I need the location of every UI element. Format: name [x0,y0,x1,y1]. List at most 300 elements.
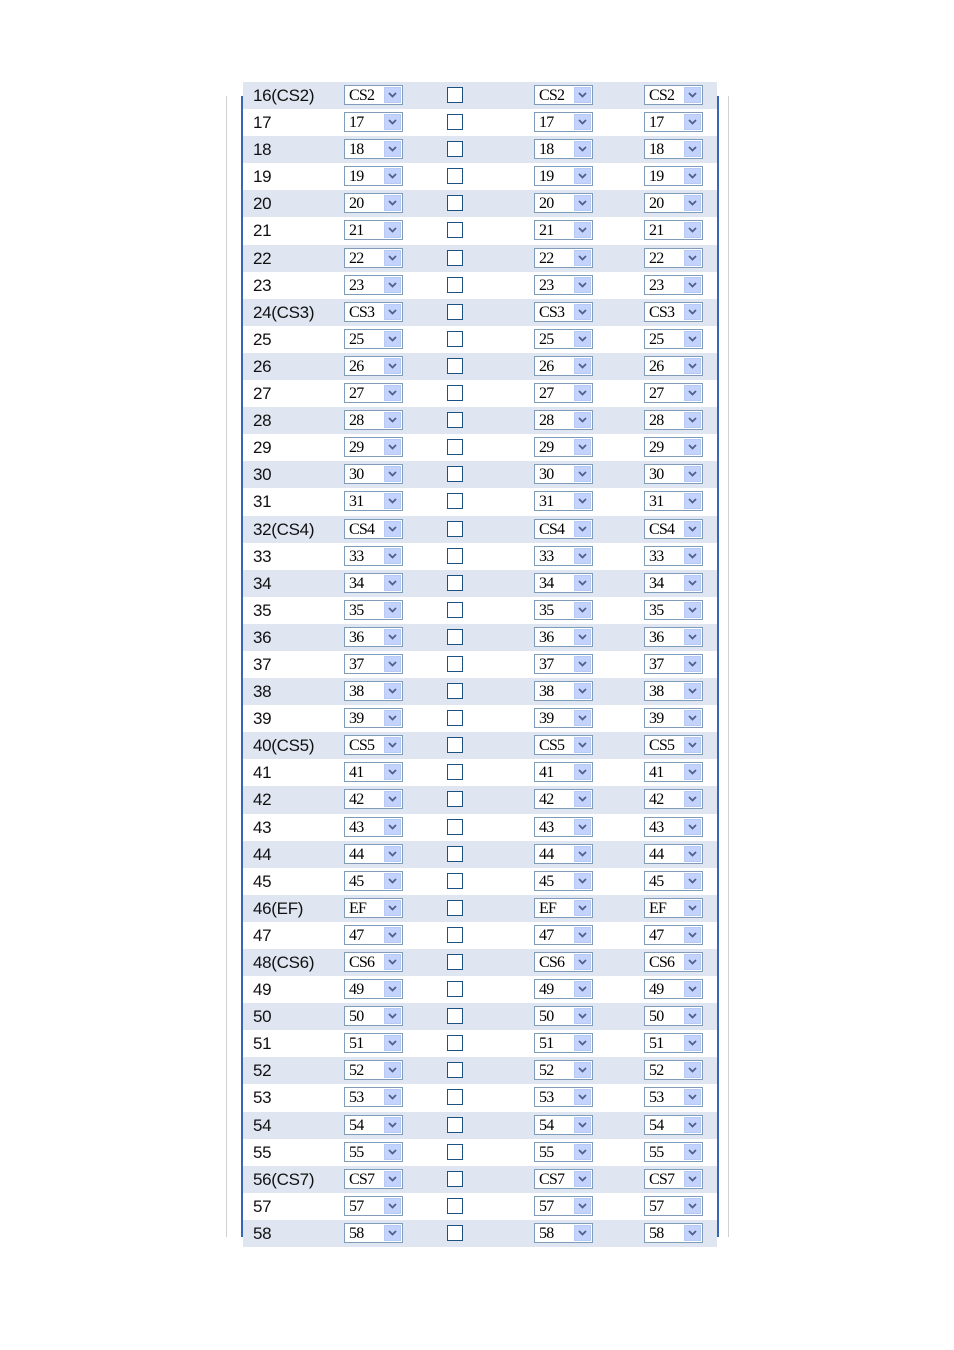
classify-select[interactable] [344,735,403,755]
remark-checkbox[interactable] [447,250,463,266]
remark-select[interactable] [534,1060,593,1080]
chevron-down-icon[interactable] [684,981,701,997]
chevron-down-icon[interactable] [384,791,401,807]
chevron-down-icon[interactable] [574,250,591,266]
classify-select[interactable] [344,519,403,539]
chevron-down-icon[interactable] [384,1144,401,1160]
remark-checkbox[interactable] [447,1008,463,1024]
chevron-down-icon[interactable] [574,1117,591,1133]
egress-select[interactable] [644,573,703,593]
remark-checkbox[interactable] [447,439,463,455]
classify-select[interactable] [344,85,403,105]
remark-select[interactable] [534,817,593,837]
remark-checkbox[interactable] [447,277,463,293]
remark-select[interactable] [534,410,593,430]
egress-select[interactable] [644,1169,703,1189]
chevron-down-icon[interactable] [574,1144,591,1160]
remark-select[interactable] [534,275,593,295]
remark-checkbox[interactable] [447,900,463,916]
chevron-down-icon[interactable] [684,819,701,835]
egress-select[interactable] [644,329,703,349]
egress-select[interactable] [644,302,703,322]
remark-checkbox[interactable] [447,629,463,645]
remark-checkbox[interactable] [447,521,463,537]
chevron-down-icon[interactable] [684,846,701,862]
chevron-down-icon[interactable] [384,1062,401,1078]
egress-select[interactable] [644,464,703,484]
chevron-down-icon[interactable] [384,927,401,943]
remark-select[interactable] [534,735,593,755]
egress-select[interactable] [644,1196,703,1216]
remark-select[interactable] [534,519,593,539]
remark-checkbox[interactable] [447,1144,463,1160]
classify-select[interactable] [344,464,403,484]
remark-select[interactable] [534,1033,593,1053]
classify-select[interactable] [344,275,403,295]
classify-select[interactable] [344,844,403,864]
remark-select[interactable] [534,573,593,593]
egress-select[interactable] [644,817,703,837]
chevron-down-icon[interactable] [384,439,401,455]
egress-select[interactable] [644,383,703,403]
classify-select[interactable] [344,1115,403,1135]
egress-select[interactable] [644,112,703,132]
chevron-down-icon[interactable] [684,412,701,428]
remark-checkbox[interactable] [447,1171,463,1187]
remark-checkbox[interactable] [447,954,463,970]
remark-select[interactable] [534,1006,593,1026]
classify-select[interactable] [344,193,403,213]
egress-select[interactable] [644,85,703,105]
chevron-down-icon[interactable] [574,954,591,970]
remark-checkbox[interactable] [447,602,463,618]
egress-select[interactable] [644,410,703,430]
chevron-down-icon[interactable] [574,629,591,645]
classify-select[interactable] [344,627,403,647]
chevron-down-icon[interactable] [684,222,701,238]
chevron-down-icon[interactable] [384,277,401,293]
classify-select[interactable] [344,546,403,566]
chevron-down-icon[interactable] [384,168,401,184]
chevron-down-icon[interactable] [574,358,591,374]
remark-select[interactable] [534,1223,593,1243]
chevron-down-icon[interactable] [384,602,401,618]
chevron-down-icon[interactable] [574,873,591,889]
chevron-down-icon[interactable] [384,656,401,672]
classify-select[interactable] [344,1087,403,1107]
remark-checkbox[interactable] [447,493,463,509]
chevron-down-icon[interactable] [574,141,591,157]
classify-select[interactable] [344,925,403,945]
egress-select[interactable] [644,654,703,674]
chevron-down-icon[interactable] [574,791,591,807]
classify-select[interactable] [344,491,403,511]
remark-select[interactable] [534,329,593,349]
chevron-down-icon[interactable] [574,602,591,618]
classify-select[interactable] [344,762,403,782]
classify-select[interactable] [344,302,403,322]
classify-select[interactable] [344,979,403,999]
remark-select[interactable] [534,681,593,701]
remark-checkbox[interactable] [447,683,463,699]
chevron-down-icon[interactable] [684,791,701,807]
egress-select[interactable] [644,166,703,186]
remark-checkbox[interactable] [447,141,463,157]
egress-select[interactable] [644,491,703,511]
chevron-down-icon[interactable] [574,575,591,591]
remark-select[interactable] [534,898,593,918]
remark-select[interactable] [534,464,593,484]
chevron-down-icon[interactable] [384,141,401,157]
remark-select[interactable] [534,166,593,186]
remark-select[interactable] [534,708,593,728]
chevron-down-icon[interactable] [574,331,591,347]
remark-checkbox[interactable] [447,656,463,672]
egress-select[interactable] [644,248,703,268]
chevron-down-icon[interactable] [684,656,701,672]
remark-select[interactable] [534,844,593,864]
remark-select[interactable] [534,789,593,809]
chevron-down-icon[interactable] [684,710,701,726]
remark-select[interactable] [534,1196,593,1216]
remark-checkbox[interactable] [447,548,463,564]
remark-select[interactable] [534,871,593,891]
chevron-down-icon[interactable] [384,1035,401,1051]
classify-select[interactable] [344,248,403,268]
remark-checkbox[interactable] [447,575,463,591]
chevron-down-icon[interactable] [684,493,701,509]
remark-select[interactable] [534,383,593,403]
remark-checkbox[interactable] [447,168,463,184]
chevron-down-icon[interactable] [684,737,701,753]
remark-checkbox[interactable] [447,846,463,862]
remark-select[interactable] [534,1142,593,1162]
egress-select[interactable] [644,708,703,728]
classify-select[interactable] [344,817,403,837]
chevron-down-icon[interactable] [574,710,591,726]
remark-checkbox[interactable] [447,385,463,401]
chevron-down-icon[interactable] [574,1225,591,1241]
chevron-down-icon[interactable] [384,385,401,401]
remark-checkbox[interactable] [447,791,463,807]
chevron-down-icon[interactable] [574,466,591,482]
chevron-down-icon[interactable] [384,412,401,428]
chevron-down-icon[interactable] [384,493,401,509]
chevron-down-icon[interactable] [384,250,401,266]
classify-select[interactable] [344,329,403,349]
remark-checkbox[interactable] [447,331,463,347]
egress-select[interactable] [644,871,703,891]
remark-select[interactable] [534,925,593,945]
remark-checkbox[interactable] [447,764,463,780]
chevron-down-icon[interactable] [574,683,591,699]
chevron-down-icon[interactable] [574,385,591,401]
chevron-down-icon[interactable] [684,575,701,591]
classify-select[interactable] [344,437,403,457]
chevron-down-icon[interactable] [684,900,701,916]
remark-select[interactable] [534,302,593,322]
egress-select[interactable] [644,275,703,295]
chevron-down-icon[interactable] [384,222,401,238]
egress-select[interactable] [644,519,703,539]
remark-select[interactable] [534,979,593,999]
chevron-down-icon[interactable] [684,1089,701,1105]
remark-select[interactable] [534,1087,593,1107]
egress-select[interactable] [644,627,703,647]
chevron-down-icon[interactable] [574,1171,591,1187]
remark-select[interactable] [534,437,593,457]
chevron-down-icon[interactable] [574,439,591,455]
chevron-down-icon[interactable] [684,466,701,482]
remark-select[interactable] [534,112,593,132]
remark-select[interactable] [534,600,593,620]
classify-select[interactable] [344,1169,403,1189]
chevron-down-icon[interactable] [574,195,591,211]
classify-select[interactable] [344,789,403,809]
chevron-down-icon[interactable] [684,954,701,970]
chevron-down-icon[interactable] [384,629,401,645]
chevron-down-icon[interactable] [574,493,591,509]
chevron-down-icon[interactable] [574,222,591,238]
chevron-down-icon[interactable] [384,737,401,753]
egress-select[interactable] [644,844,703,864]
remark-select[interactable] [534,139,593,159]
chevron-down-icon[interactable] [574,548,591,564]
chevron-down-icon[interactable] [384,521,401,537]
chevron-down-icon[interactable] [684,521,701,537]
chevron-down-icon[interactable] [574,900,591,916]
chevron-down-icon[interactable] [384,548,401,564]
egress-select[interactable] [644,735,703,755]
chevron-down-icon[interactable] [384,466,401,482]
egress-select[interactable] [644,952,703,972]
remark-select[interactable] [534,627,593,647]
chevron-down-icon[interactable] [574,114,591,130]
classify-select[interactable] [344,1006,403,1026]
chevron-down-icon[interactable] [574,764,591,780]
remark-checkbox[interactable] [447,114,463,130]
classify-select[interactable] [344,383,403,403]
chevron-down-icon[interactable] [384,683,401,699]
egress-select[interactable] [644,1060,703,1080]
remark-checkbox[interactable] [447,1062,463,1078]
chevron-down-icon[interactable] [684,1198,701,1214]
remark-checkbox[interactable] [447,1089,463,1105]
remark-select[interactable] [534,220,593,240]
egress-select[interactable] [644,193,703,213]
chevron-down-icon[interactable] [384,1117,401,1133]
remark-checkbox[interactable] [447,1035,463,1051]
chevron-down-icon[interactable] [684,87,701,103]
egress-select[interactable] [644,220,703,240]
chevron-down-icon[interactable] [684,195,701,211]
remark-checkbox[interactable] [447,304,463,320]
remark-checkbox[interactable] [447,873,463,889]
classify-select[interactable] [344,871,403,891]
egress-select[interactable] [644,1115,703,1135]
remark-select[interactable] [534,193,593,213]
classify-select[interactable] [344,600,403,620]
chevron-down-icon[interactable] [684,358,701,374]
egress-select[interactable] [644,789,703,809]
chevron-down-icon[interactable] [574,1008,591,1024]
chevron-down-icon[interactable] [684,168,701,184]
chevron-down-icon[interactable] [684,1117,701,1133]
chevron-down-icon[interactable] [684,439,701,455]
remark-select[interactable] [534,654,593,674]
chevron-down-icon[interactable] [574,304,591,320]
chevron-down-icon[interactable] [574,819,591,835]
egress-select[interactable] [644,1142,703,1162]
classify-select[interactable] [344,356,403,376]
remark-checkbox[interactable] [447,981,463,997]
remark-checkbox[interactable] [447,1117,463,1133]
chevron-down-icon[interactable] [684,1225,701,1241]
chevron-down-icon[interactable] [574,1062,591,1078]
chevron-down-icon[interactable] [384,846,401,862]
remark-select[interactable] [534,952,593,972]
classify-select[interactable] [344,681,403,701]
chevron-down-icon[interactable] [574,412,591,428]
chevron-down-icon[interactable] [574,277,591,293]
egress-select[interactable] [644,139,703,159]
chevron-down-icon[interactable] [684,764,701,780]
chevron-down-icon[interactable] [684,331,701,347]
remark-select[interactable] [534,248,593,268]
remark-select[interactable] [534,356,593,376]
chevron-down-icon[interactable] [574,87,591,103]
chevron-down-icon[interactable] [384,954,401,970]
classify-select[interactable] [344,654,403,674]
remark-checkbox[interactable] [447,358,463,374]
remark-checkbox[interactable] [447,737,463,753]
remark-select[interactable] [534,762,593,782]
chevron-down-icon[interactable] [684,385,701,401]
classify-select[interactable] [344,112,403,132]
chevron-down-icon[interactable] [684,1062,701,1078]
chevron-down-icon[interactable] [684,602,701,618]
chevron-down-icon[interactable] [384,819,401,835]
chevron-down-icon[interactable] [684,1008,701,1024]
chevron-down-icon[interactable] [684,304,701,320]
chevron-down-icon[interactable] [574,981,591,997]
remark-checkbox[interactable] [447,1225,463,1241]
classify-select[interactable] [344,1033,403,1053]
chevron-down-icon[interactable] [384,331,401,347]
classify-select[interactable] [344,952,403,972]
classify-select[interactable] [344,139,403,159]
chevron-down-icon[interactable] [384,1008,401,1024]
remark-select[interactable] [534,1169,593,1189]
egress-select[interactable] [644,1087,703,1107]
remark-checkbox[interactable] [447,710,463,726]
egress-select[interactable] [644,681,703,701]
chevron-down-icon[interactable] [684,250,701,266]
chevron-down-icon[interactable] [684,629,701,645]
chevron-down-icon[interactable] [684,114,701,130]
chevron-down-icon[interactable] [384,575,401,591]
egress-select[interactable] [644,600,703,620]
classify-select[interactable] [344,1142,403,1162]
chevron-down-icon[interactable] [574,1035,591,1051]
classify-select[interactable] [344,573,403,593]
chevron-down-icon[interactable] [574,1198,591,1214]
chevron-down-icon[interactable] [574,927,591,943]
remark-checkbox[interactable] [447,195,463,211]
classify-select[interactable] [344,220,403,240]
egress-select[interactable] [644,979,703,999]
chevron-down-icon[interactable] [574,656,591,672]
chevron-down-icon[interactable] [384,900,401,916]
classify-select[interactable] [344,410,403,430]
egress-select[interactable] [644,925,703,945]
egress-select[interactable] [644,1223,703,1243]
chevron-down-icon[interactable] [384,87,401,103]
classify-select[interactable] [344,708,403,728]
remark-checkbox[interactable] [447,222,463,238]
chevron-down-icon[interactable] [684,927,701,943]
egress-select[interactable] [644,356,703,376]
chevron-down-icon[interactable] [574,521,591,537]
remark-checkbox[interactable] [447,819,463,835]
remark-checkbox[interactable] [447,412,463,428]
remark-select[interactable] [534,491,593,511]
chevron-down-icon[interactable] [684,1035,701,1051]
chevron-down-icon[interactable] [574,846,591,862]
remark-select[interactable] [534,85,593,105]
chevron-down-icon[interactable] [684,1144,701,1160]
egress-select[interactable] [644,1006,703,1026]
chevron-down-icon[interactable] [684,548,701,564]
egress-select[interactable] [644,437,703,457]
egress-select[interactable] [644,898,703,918]
egress-select[interactable] [644,1033,703,1053]
chevron-down-icon[interactable] [384,1198,401,1214]
chevron-down-icon[interactable] [574,1089,591,1105]
chevron-down-icon[interactable] [384,764,401,780]
chevron-down-icon[interactable] [574,168,591,184]
remark-checkbox[interactable] [447,87,463,103]
chevron-down-icon[interactable] [384,1171,401,1187]
chevron-down-icon[interactable] [684,277,701,293]
egress-select[interactable] [644,546,703,566]
chevron-down-icon[interactable] [384,1225,401,1241]
chevron-down-icon[interactable] [384,710,401,726]
classify-select[interactable] [344,1060,403,1080]
chevron-down-icon[interactable] [384,981,401,997]
remark-select[interactable] [534,546,593,566]
chevron-down-icon[interactable] [684,873,701,889]
chevron-down-icon[interactable] [384,358,401,374]
classify-select[interactable] [344,1223,403,1243]
remark-checkbox[interactable] [447,466,463,482]
chevron-down-icon[interactable] [684,1171,701,1187]
chevron-down-icon[interactable] [384,873,401,889]
remark-checkbox[interactable] [447,1198,463,1214]
chevron-down-icon[interactable] [384,304,401,320]
chevron-down-icon[interactable] [574,737,591,753]
egress-select[interactable] [644,762,703,782]
classify-select[interactable] [344,166,403,186]
classify-select[interactable] [344,1196,403,1216]
chevron-down-icon[interactable] [684,141,701,157]
chevron-down-icon[interactable] [384,195,401,211]
chevron-down-icon[interactable] [384,1089,401,1105]
remark-checkbox[interactable] [447,927,463,943]
chevron-down-icon[interactable] [684,683,701,699]
remark-select[interactable] [534,1115,593,1135]
chevron-down-icon[interactable] [384,114,401,130]
